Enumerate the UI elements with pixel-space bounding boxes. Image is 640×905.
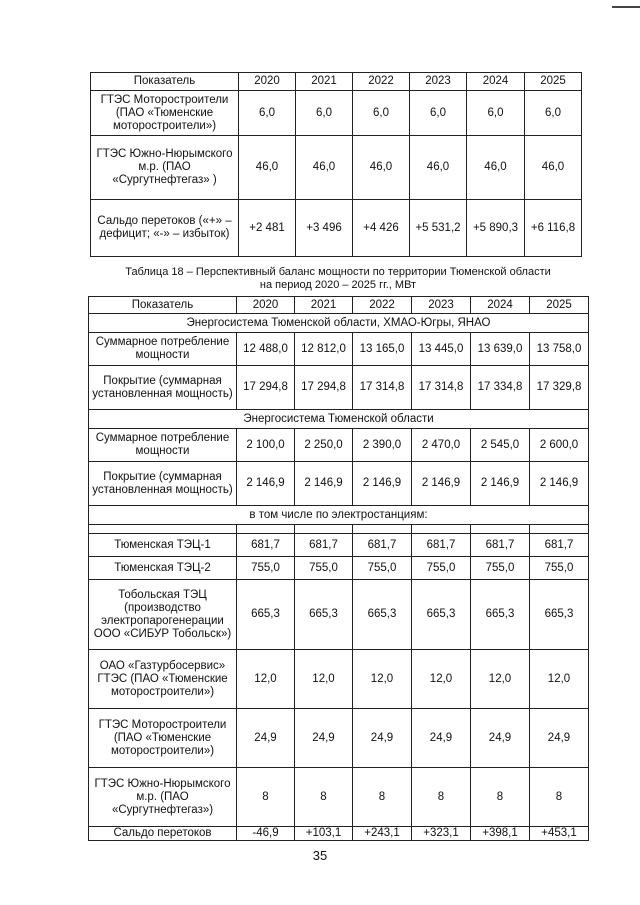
value-cell: 46,0 bbox=[410, 136, 467, 200]
row-label: ГТЭС Моторостроители (ПАО «Тюменские моторостроители») bbox=[91, 91, 239, 136]
value-cell: 2 100,0 bbox=[237, 429, 295, 462]
header-cell: 2021 bbox=[295, 297, 353, 314]
row-label: ГТЭС Моторостроители (ПАО «Тюменские моторостроители») bbox=[89, 709, 237, 768]
value-cell: 8 bbox=[530, 768, 589, 827]
value-cell: 681,7 bbox=[530, 534, 589, 557]
section-row bbox=[89, 314, 589, 333]
value-cell: 24,9 bbox=[353, 709, 412, 768]
value-cell: 2 146,9 bbox=[471, 462, 530, 506]
value-cell: 8 bbox=[237, 768, 295, 827]
table-row bbox=[89, 580, 589, 650]
value-cell: 8 bbox=[412, 768, 471, 827]
value-cell: 2 146,9 bbox=[530, 462, 589, 506]
value-cell: 755,0 bbox=[412, 557, 471, 580]
value-cell: 17 294,8 bbox=[237, 366, 295, 410]
value-cell: +103,1 bbox=[295, 827, 353, 841]
value-cell: 12,0 bbox=[530, 650, 589, 709]
value-cell: 2 600,0 bbox=[530, 429, 589, 462]
value-cell: 665,3 bbox=[237, 580, 295, 650]
value-cell: 681,7 bbox=[412, 534, 471, 557]
spacer-cell bbox=[353, 525, 412, 534]
value-cell: 6,0 bbox=[239, 91, 296, 136]
header-cell: 2020 bbox=[237, 297, 295, 314]
value-cell: +398,1 bbox=[471, 827, 530, 841]
header-cell: 2023 bbox=[412, 297, 471, 314]
value-cell: 17 329,8 bbox=[530, 366, 589, 410]
header-cell: 2025 bbox=[525, 73, 582, 91]
value-cell: 665,3 bbox=[295, 580, 353, 650]
value-cell: +5 531,2 bbox=[410, 200, 467, 257]
value-cell: 46,0 bbox=[525, 136, 582, 200]
value-cell: 17 294,8 bbox=[295, 366, 353, 410]
row-label: Суммарное потребление мощности bbox=[89, 333, 237, 366]
value-cell: 13 165,0 bbox=[353, 333, 412, 366]
subheader-title: в том числе по электростанциям: bbox=[89, 506, 589, 525]
value-cell: 6,0 bbox=[467, 91, 525, 136]
row-label: Покрытие (суммарная установленная мощность) bbox=[89, 462, 237, 506]
value-cell: 681,7 bbox=[237, 534, 295, 557]
table-row bbox=[91, 91, 582, 136]
spacer-cell bbox=[412, 525, 471, 534]
value-cell: 665,3 bbox=[353, 580, 412, 650]
table-row bbox=[89, 827, 589, 841]
spacer-cell bbox=[295, 525, 353, 534]
value-cell: 13 758,0 bbox=[530, 333, 589, 366]
spacer-cell bbox=[530, 525, 589, 534]
header-cell: Показатель bbox=[89, 297, 237, 314]
header-cell: 2024 bbox=[467, 73, 525, 91]
subheader-row bbox=[89, 506, 589, 525]
value-cell: 681,7 bbox=[471, 534, 530, 557]
value-cell: 24,9 bbox=[530, 709, 589, 768]
table-row bbox=[89, 429, 589, 462]
value-cell: 2 250,0 bbox=[295, 429, 353, 462]
table-18 bbox=[88, 296, 589, 841]
table-row bbox=[91, 136, 582, 200]
spacer-cell bbox=[89, 525, 237, 534]
corner-mark bbox=[612, 6, 640, 8]
value-cell: 24,9 bbox=[412, 709, 471, 768]
row-label: ГТЭС Южно-Нюрымского м.р. (ПАО «Сургутнефтегаз») bbox=[89, 768, 237, 827]
table-row bbox=[89, 333, 589, 366]
value-cell: 46,0 bbox=[467, 136, 525, 200]
table-row bbox=[89, 650, 589, 709]
table-row bbox=[89, 366, 589, 410]
value-cell: 17 334,8 bbox=[471, 366, 530, 410]
table-18-caption: Таблица 18 – Перспективный баланс мощности по территории Тюменской области на период 2020 – 2025 гг., МВт bbox=[125, 266, 551, 291]
value-cell: 46,0 bbox=[296, 136, 353, 200]
value-cell: 6,0 bbox=[410, 91, 467, 136]
value-cell: 681,7 bbox=[295, 534, 353, 557]
value-cell: 665,3 bbox=[471, 580, 530, 650]
value-cell: 755,0 bbox=[353, 557, 412, 580]
value-cell: +2 481 bbox=[239, 200, 296, 257]
value-cell: 665,3 bbox=[530, 580, 589, 650]
row-label: ОАО «Газтурбосервис» ГТЭС (ПАО «Тюменские моторостроители») bbox=[89, 650, 237, 709]
row-label: Суммарное потребление мощности bbox=[89, 429, 237, 462]
header-cell: 2023 bbox=[410, 73, 467, 91]
value-cell: 12,0 bbox=[353, 650, 412, 709]
value-cell: 24,9 bbox=[471, 709, 530, 768]
value-cell: 13 445,0 bbox=[412, 333, 471, 366]
table-17-continuation bbox=[90, 72, 582, 257]
value-cell: +453,1 bbox=[530, 827, 589, 841]
table-row bbox=[91, 200, 582, 257]
value-cell: 8 bbox=[353, 768, 412, 827]
table-header-row bbox=[89, 297, 589, 314]
value-cell: 2 146,9 bbox=[412, 462, 471, 506]
table-row bbox=[89, 709, 589, 768]
value-cell: 6,0 bbox=[525, 91, 582, 136]
value-cell: 8 bbox=[471, 768, 530, 827]
value-cell: +323,1 bbox=[412, 827, 471, 841]
table-row bbox=[89, 557, 589, 580]
header-cell: 2022 bbox=[353, 73, 410, 91]
header-cell: Показатель bbox=[91, 73, 239, 91]
table-row bbox=[89, 462, 589, 506]
value-cell: 12,0 bbox=[295, 650, 353, 709]
value-cell: 12,0 bbox=[237, 650, 295, 709]
row-label: Сальдо перетоков bbox=[89, 827, 237, 841]
header-cell: 2024 bbox=[471, 297, 530, 314]
row-label: Тюменская ТЭЦ-1 bbox=[89, 534, 237, 557]
row-label: Тобольская ТЭЦ (производство электропарогенерации ООО «СИБУР Тобольск») bbox=[89, 580, 237, 650]
value-cell: 17 314,8 bbox=[353, 366, 412, 410]
value-cell: 665,3 bbox=[412, 580, 471, 650]
section-title: Энергосистема Тюменской области bbox=[89, 410, 589, 429]
table-header-row bbox=[91, 73, 582, 91]
value-cell: 755,0 bbox=[471, 557, 530, 580]
value-cell: 2 146,9 bbox=[295, 462, 353, 506]
value-cell: 12 488,0 bbox=[237, 333, 295, 366]
value-cell: -46,9 bbox=[237, 827, 295, 841]
value-cell: 2 390,0 bbox=[353, 429, 412, 462]
header-cell: 2022 bbox=[353, 297, 412, 314]
value-cell: +5 890,3 bbox=[467, 200, 525, 257]
value-cell: 46,0 bbox=[353, 136, 410, 200]
section-title: Энергосистема Тюменской области, ХМАО-Югры, ЯНАО bbox=[89, 314, 589, 333]
value-cell: 6,0 bbox=[353, 91, 410, 136]
header-cell: 2020 bbox=[239, 73, 296, 91]
value-cell: +3 496 bbox=[296, 200, 353, 257]
value-cell: 2 146,9 bbox=[353, 462, 412, 506]
value-cell: +243,1 bbox=[353, 827, 412, 841]
header-cell: 2021 bbox=[296, 73, 353, 91]
value-cell: 2 470,0 bbox=[412, 429, 471, 462]
value-cell: 755,0 bbox=[530, 557, 589, 580]
value-cell: 12,0 bbox=[471, 650, 530, 709]
section-row bbox=[89, 410, 589, 429]
value-cell: 12,0 bbox=[412, 650, 471, 709]
value-cell: 24,9 bbox=[237, 709, 295, 768]
value-cell: 13 639,0 bbox=[471, 333, 530, 366]
value-cell: 755,0 bbox=[295, 557, 353, 580]
spacer-cell bbox=[237, 525, 295, 534]
value-cell: 2 545,0 bbox=[471, 429, 530, 462]
table-row bbox=[89, 768, 589, 827]
spacer-cell bbox=[471, 525, 530, 534]
value-cell: 17 314,8 bbox=[412, 366, 471, 410]
value-cell: 46,0 bbox=[239, 136, 296, 200]
row-label: Тюменская ТЭЦ-2 bbox=[89, 557, 237, 580]
value-cell: +4 426 bbox=[353, 200, 410, 257]
value-cell: +6 116,8 bbox=[525, 200, 582, 257]
value-cell: 8 bbox=[295, 768, 353, 827]
table-row bbox=[89, 534, 589, 557]
row-label: Сальдо перетоков («+» – дефицит; «-» – избыток) bbox=[91, 200, 239, 257]
page-number: 35 bbox=[312, 848, 328, 863]
value-cell: 24,9 bbox=[295, 709, 353, 768]
spacer-row bbox=[89, 525, 589, 534]
value-cell: 681,7 bbox=[353, 534, 412, 557]
value-cell: 2 146,9 bbox=[237, 462, 295, 506]
row-label: Покрытие (суммарная установленная мощность) bbox=[89, 366, 237, 410]
row-label: ГТЭС Южно-Нюрымского м.р. (ПАО «Сургутнефтегаз» ) bbox=[91, 136, 239, 200]
value-cell: 6,0 bbox=[296, 91, 353, 136]
value-cell: 12 812,0 bbox=[295, 333, 353, 366]
value-cell: 755,0 bbox=[237, 557, 295, 580]
header-cell: 2025 bbox=[530, 297, 589, 314]
